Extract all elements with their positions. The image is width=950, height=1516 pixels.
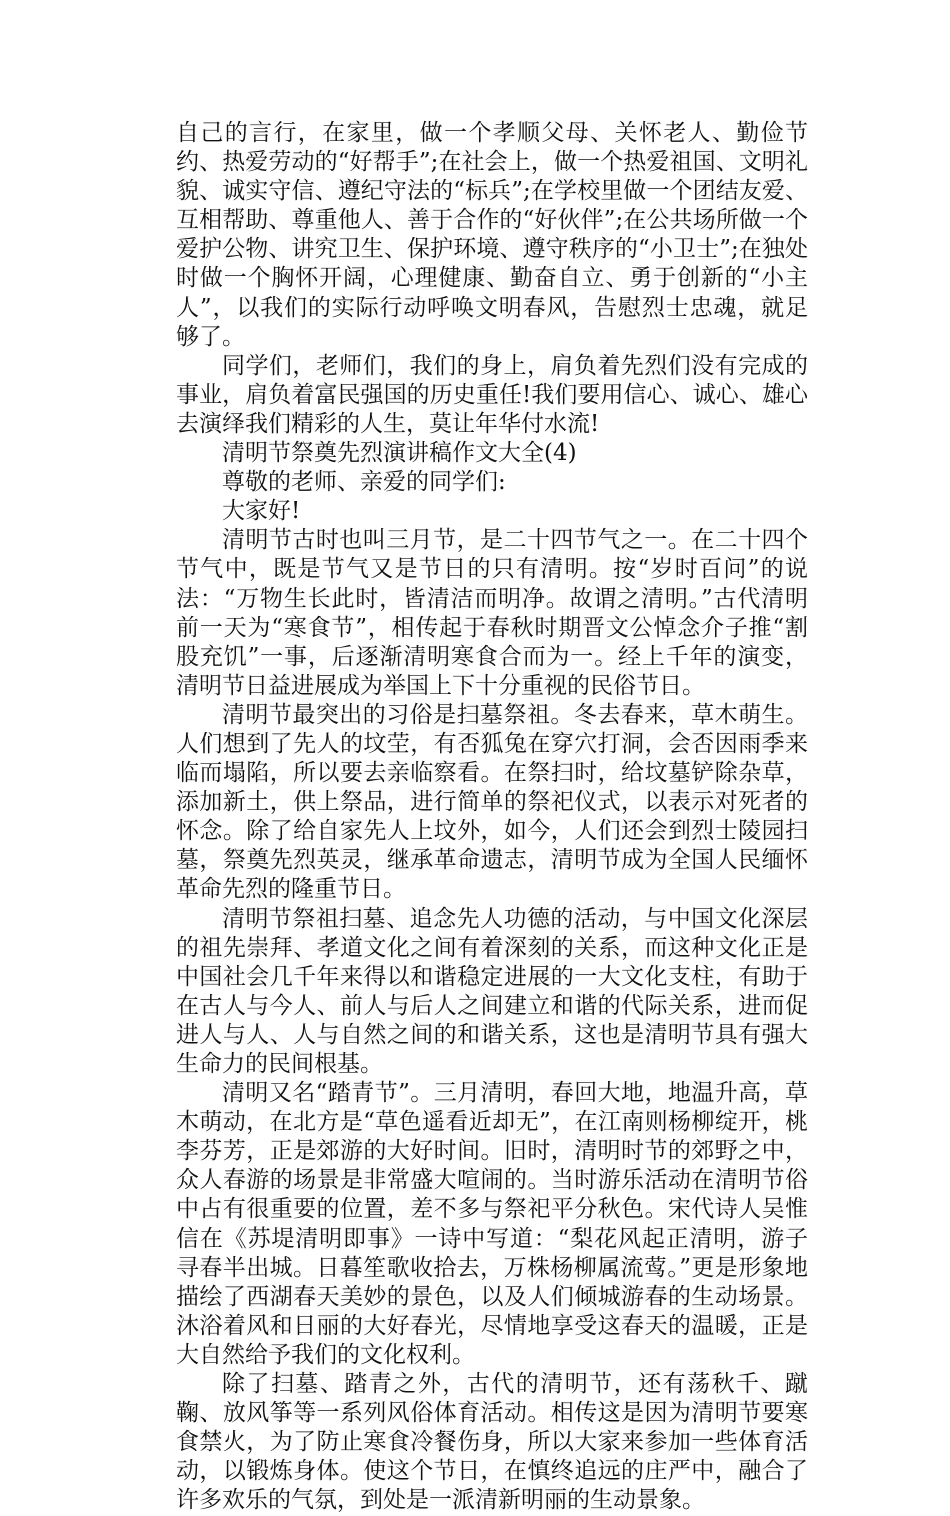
paragraph: 清明节祭祖扫墓、追念先人功德的活动，与中国文化深层的祖先崇拜、孝道文化之间有着深刻的关系，而这种文化正是中国社会几千年来得以和谐稳定进展的一大文化支柱，有助于在古人与今人、前人与后人之间建立和谐的代际关系，进而促进人与人、人与自然之间的和谐关系，这也是清明节具有强大生命力的民间根基。 <box>176 905 808 1077</box>
paragraph-continuation: 自己的言行，在家里，做一个孝顺父母、关怀老人、勤俭节约、热爱劳动的“好帮手”;在社会上，做一个热爱祖国、文明礼貌、诚实守信、遵纪守法的“标兵”;在学校里做一个团结友爱、互相帮助、尊重他人、善于合作的“好伙伴”;在公共场所做一个爱护公物、讲究卫生、保护环境、遵守秩序的“小卫士”;在独处时做一个胸怀开阔，心理健康、勤奋自立、勇于创新的“小主人”，以我们的实际行动呼唤文明春风，告慰烈士忠魂，就足够了。 <box>176 120 808 350</box>
paragraph: 清明节古时也叫三月节，是二十四节气之一。在二十四个节气中，既是节气又是节日的只有清明。按“岁时百问”的说法：“万物生长此时，皆清洁而明净。故谓之清明。”古代清明前一天为“寒食节”，相传起于春秋时期晋文公悼念介子推“割股充饥”一事，后逐渐清明寒食合而为一。经上千年的演变，清明节日益进展成为举国上下十分重视的民俗节日。 <box>176 527 808 699</box>
document-body <box>176 119 808 1516</box>
paragraph: 清明节最突出的习俗是扫墓祭祖。冬去春来，草木萌生。人们想到了先人的坟茔，有否狐兔在穿穴打洞，会否因雨季来临而塌陷，所以要去亲临察看。在祭扫时，给坟墓铲除杂草，添加新土，供上祭品，进行简单的祭祀仪式，以表示对死者的怀念。除了给自家先人上坟外，如今，人们还会到烈士陵园扫墓，祭奠先烈英灵，继承革命遗志，清明节成为全国人民缅怀革命先烈的隆重节日。 <box>176 701 808 903</box>
paragraph: 除了扫墓、踏青之外，古代的清明节，还有荡秋千、蹴鞠、放风筝等一系列风俗体育活动。相传这是因为清明节要寒食禁火，为了防止寒食冷餐伤身，所以大家来参加一些体育活动，以锻炼身体。使这个节日，在慎终追远的庄严中，融合了许多欢乐的气氛，到处是一派清新明丽的生动景象。 <box>176 1371 808 1514</box>
paragraph: 清明又名“踏青节”。三月清明，春回大地，地温升高，草木萌动，在北方是“草色遥看近却无”，在江南则杨柳绽开，桃李芬芳，正是郊游的大好时间。旧时，清明时节的郊野之中，众人春游的场景是非常盛大喧闹的。当时游乐活动在清明节俗中占有很重要的位置，差不多与祭祀平分秋色。宋代诗人吴惟信在《苏堤清明即事》一诗中写道：“梨花风起正清明，游子寻春半出城。日暮笙歌收拾去，万株杨柳属流莺。”更是形象地描绘了西湖春天美妙的景色，以及人们倾城游春的生动场景。沐浴着风和日丽的大好春光，尽情地享受这春天的温暖，正是大自然给予我们的文化权利。 <box>176 1080 808 1368</box>
section-heading: 清明节祭奠先烈演讲稿作文大全(4) <box>222 440 577 467</box>
greeting: 大家好! <box>222 498 301 525</box>
salutation: 尊敬的老师、亲爱的同学们: <box>222 469 506 496</box>
paragraph: 同学们，老师们，我们的身上，肩负着先烈们没有完成的事业，肩负着富民强国的历史重任!我们要用信心、诚心、雄心去演绎我们精彩的人生，莫让年华付水流! <box>176 352 808 437</box>
